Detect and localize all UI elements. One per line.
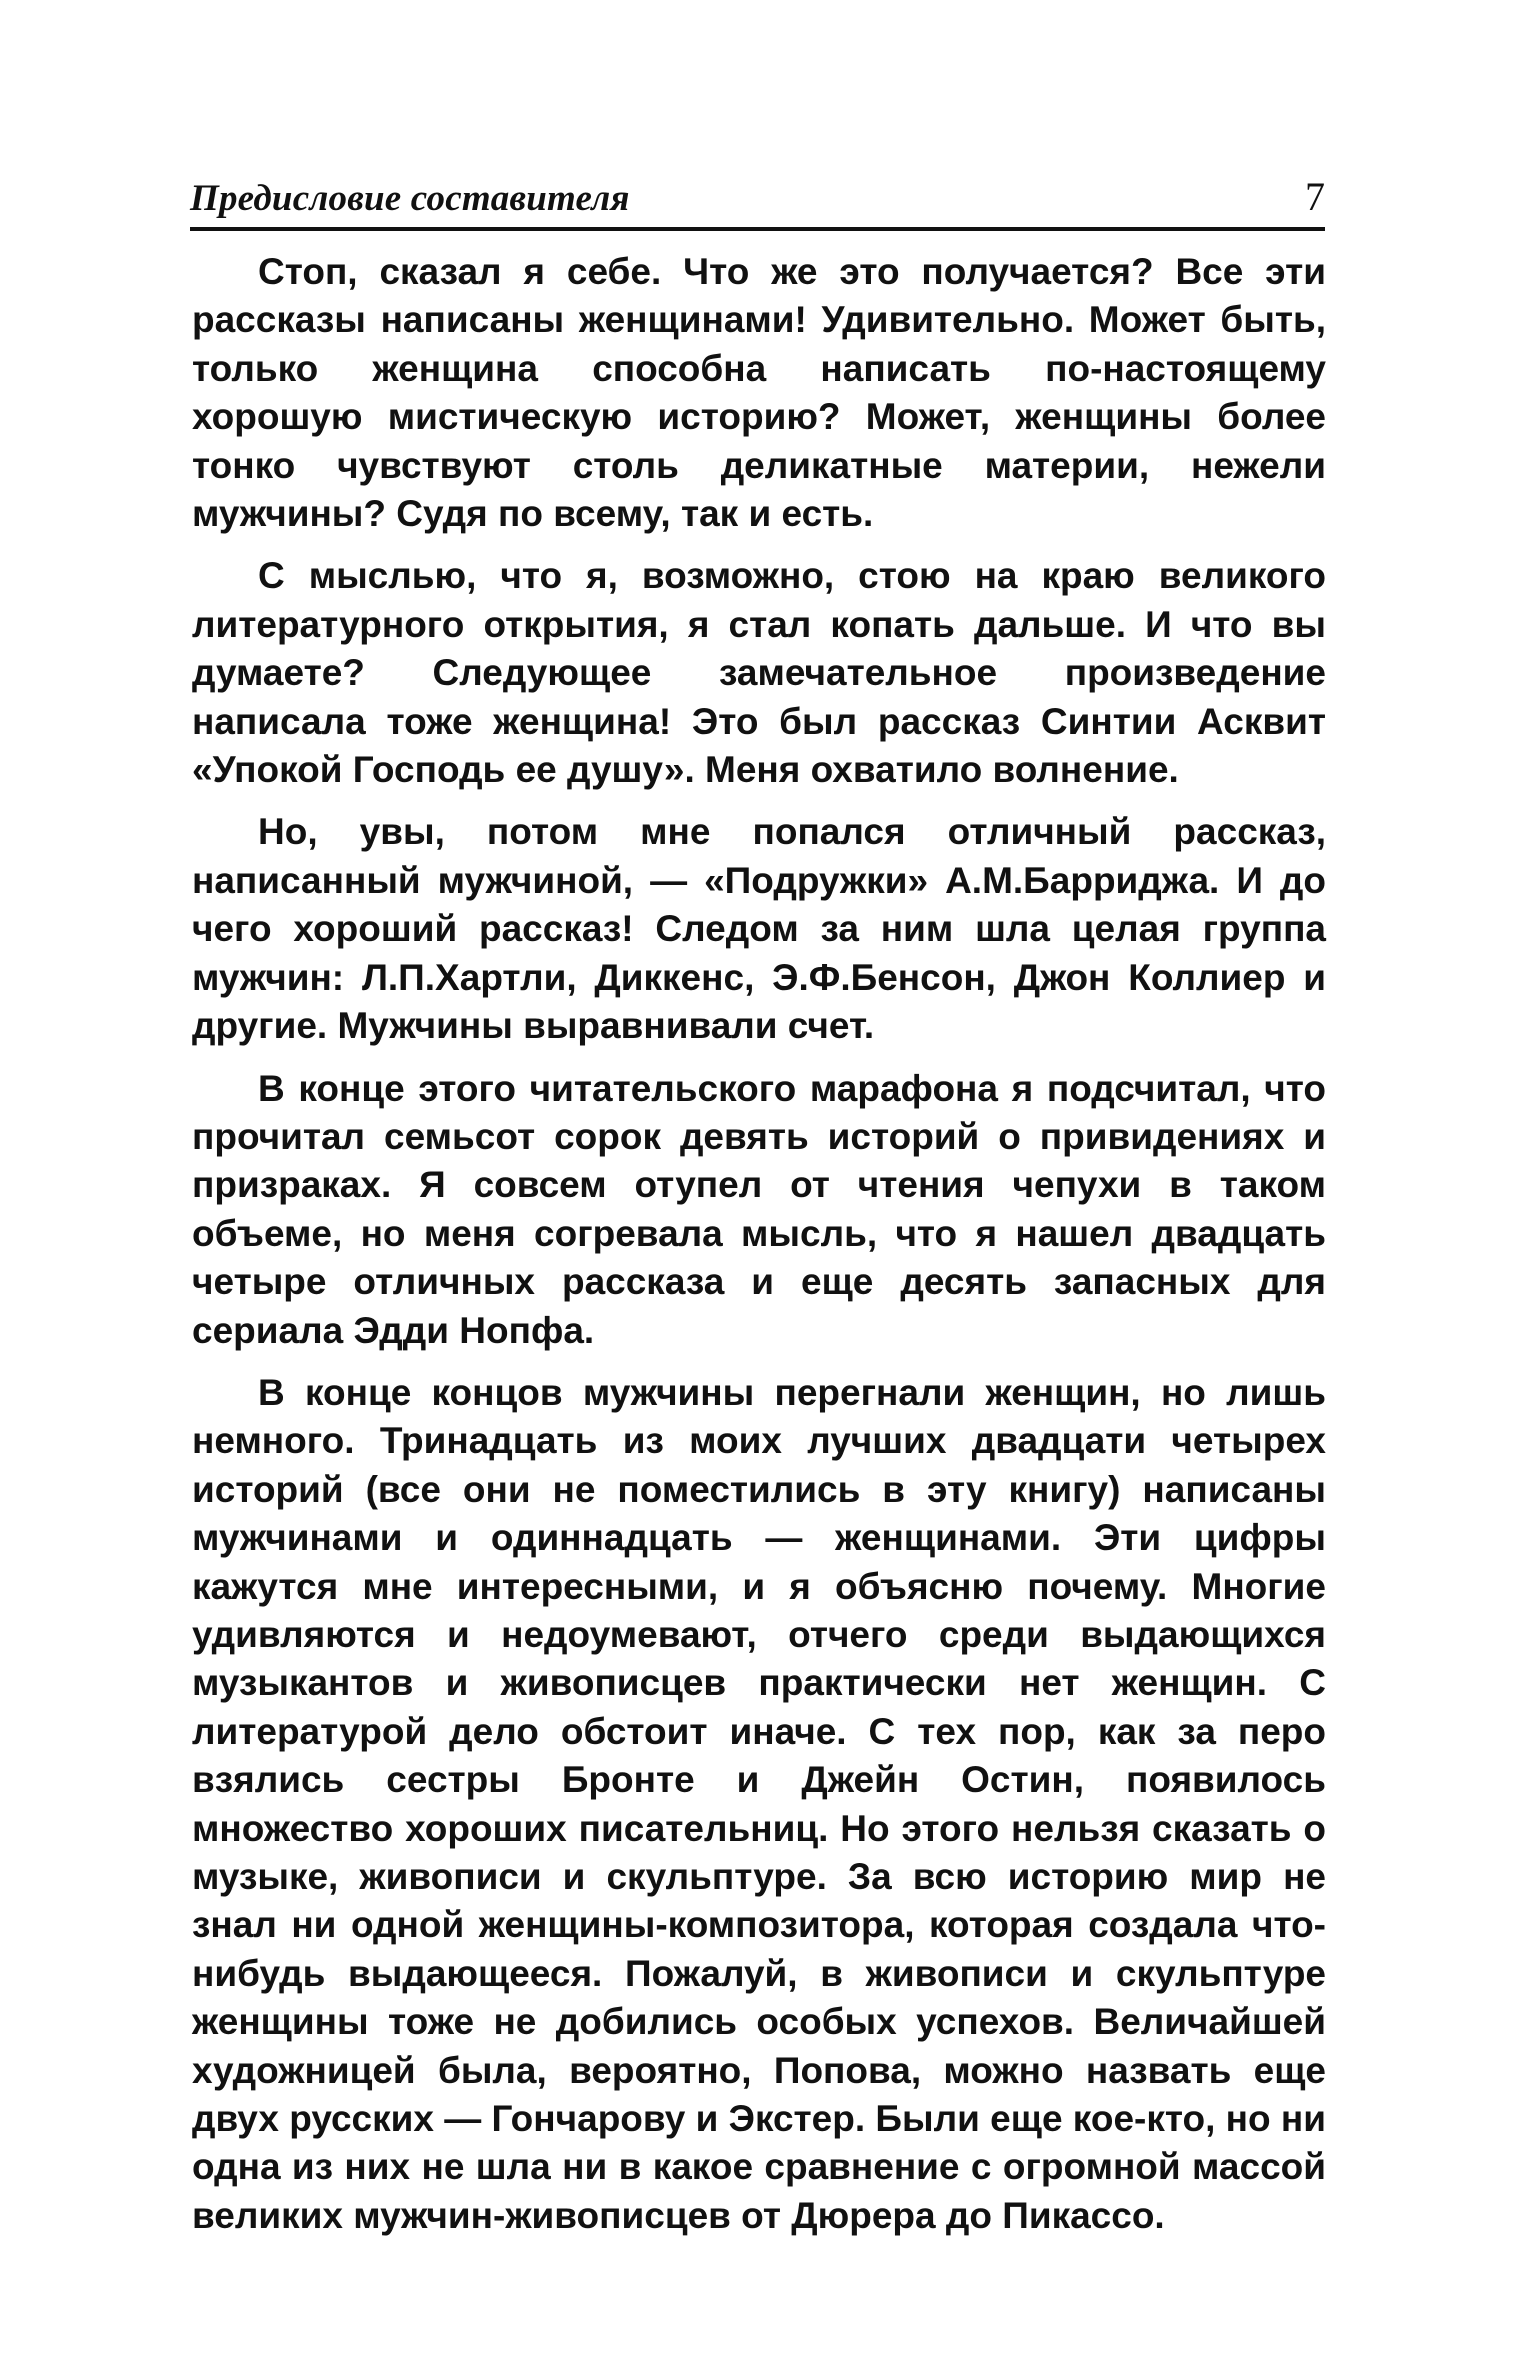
page-number: 7 [1305, 174, 1325, 219]
paragraph-1: Стоп, сказал я себе. Что же это получается? Все эти рассказы написаны женщинами! Удивительно. Может быть, только женщина способна написать по-настоящему хорошую мистическую историю? Может, женщины более тонко чувствуют столь деликатные материи, нежели мужчины? Судя по всему, так и есть. [192, 251, 1326, 535]
paragraph-4: В конце этого читательского марафона я подсчитал, что прочитал семьсот сорок девять историй о привидениях и призраках. Я совсем отупел от чтения чепухи в таком объеме, но меня согревала мысль, что я нашел двадцать четыре отличных рассказа и еще десять запасных для сериала Эдди Нопфа. [192, 1067, 1326, 1351]
body-text [192, 248, 1326, 2254]
running-head [190, 165, 1325, 231]
paragraph-5: В конце концов мужчины перегнали женщин, но лишь немного. Тринадцать из моих лучших двадцати четырех историй (все они не поместились в эту книгу) написаны мужчинами и одиннадцать — женщинами. Эти цифры кажутся мне интересными, и я объясню почему. Многие удивляются и недоумевают, отчего среди выдающихся музыкантов и живописцев практически нет женщин. С литературой дело обстоит иначе. С тех пор, как за перо взялись сестры Бронте и Джейн Остин, появилось множество хороших писательниц. Но этого нельзя сказать о музыке, живописи и скульптуре. За всю историю мир не знал ни одной женщины-композитора, которая создала что-нибудь выдающееся. Пожалуй, в живописи и скульптуре женщины тоже не добились особых успехов. Величайшей художницей была, вероятно, Попова, можно назвать еще двух русских — Гончарову и Экстер. Были еще кое-кто, но ни одна из них не шла ни в какое сравнение с огромной массой великих мужчин-живописцев от Дюрера до Пикассо. [192, 1371, 1326, 2236]
running-title: Предисловие составителя [190, 178, 630, 219]
paragraph-2: С мыслью, что я, возможно, стою на краю великого литературного открытия, я стал копать дальше. И что вы думаете? Следующее замечательное произведение написала тоже женщина! Это был рассказ Синтии Асквит «Упокой Господь ее душу». Меня охватило волнение. [192, 555, 1326, 791]
paragraph-3: Но, увы, потом мне попался отличный рассказ, написанный мужчиной, — «Подружки» А.М.Барриджа. И до чего хороший рассказ! Следом за ним шла целая группа мужчин: Л.П.Хартли, Диккенс, Э.Ф.Бенсон, Джон Коллиер и другие. Мужчины выравнивали счет. [192, 811, 1326, 1047]
